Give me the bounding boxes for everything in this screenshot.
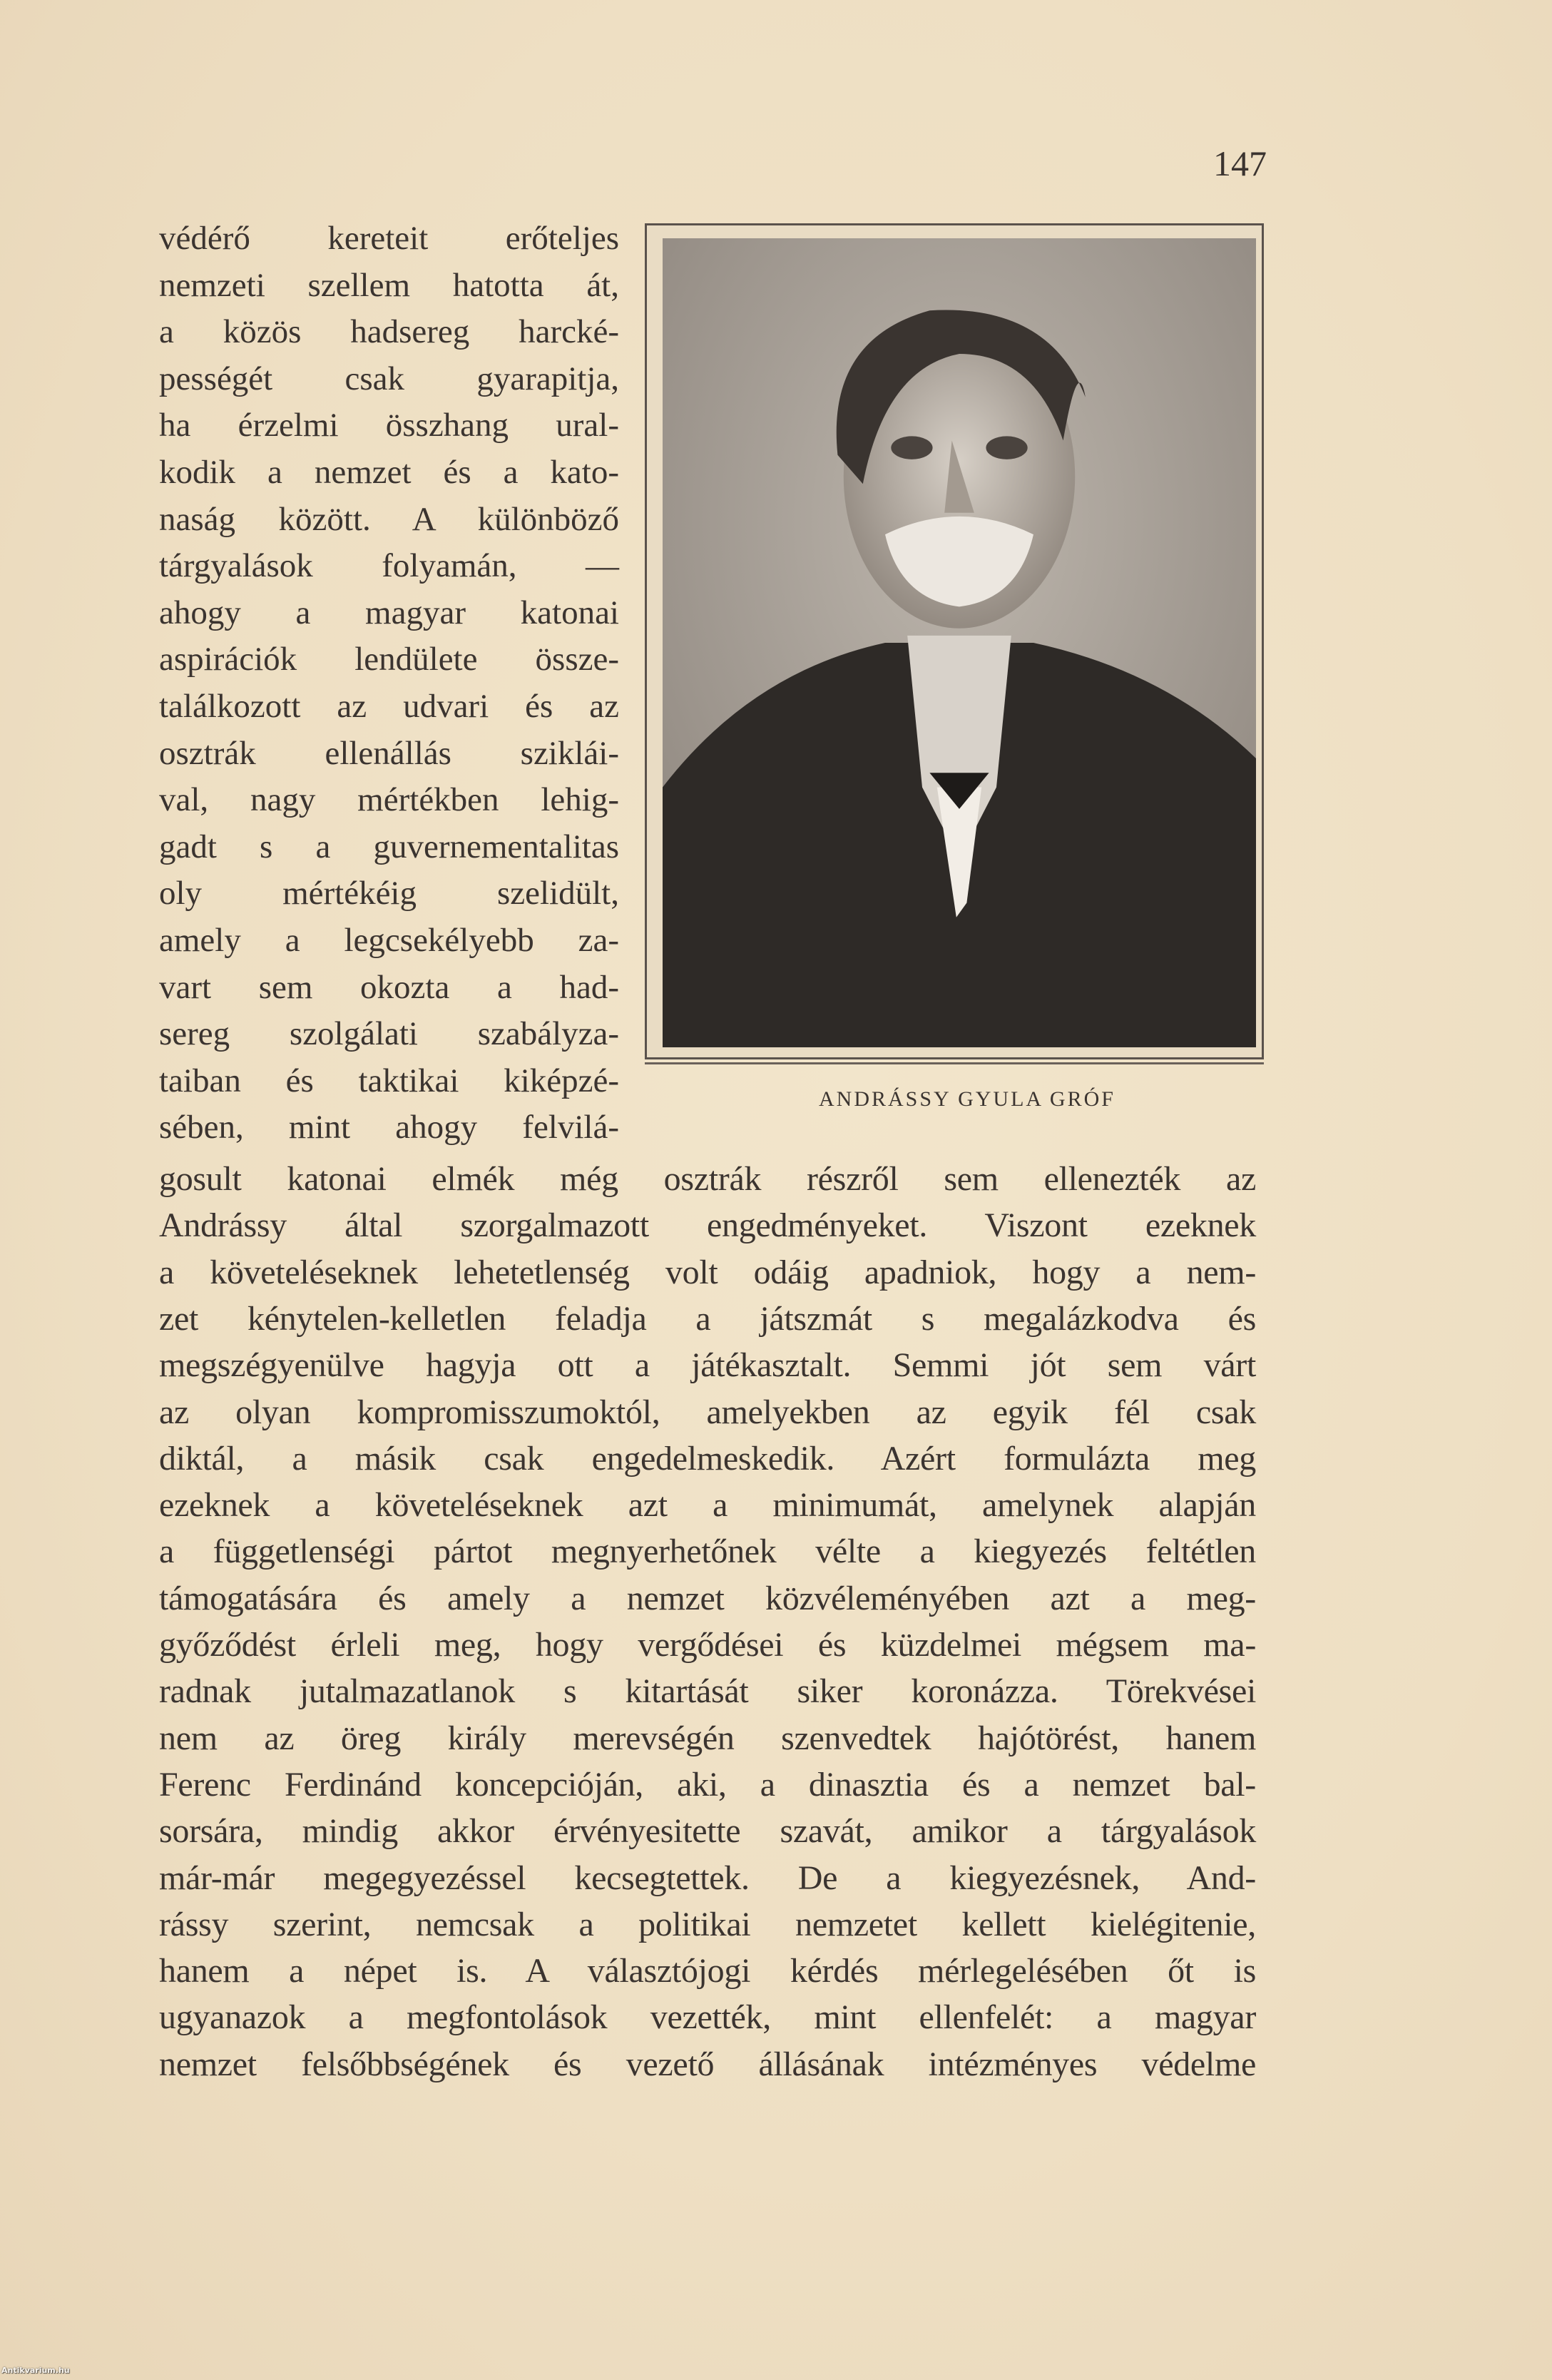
text-line: gosult katonai elmék még osztrák részről sem ellenezték az	[159, 1160, 1256, 1198]
text-line: megszégyenülve hagyja ott a játékasztalt. Semmi jót sem várt	[159, 1346, 1256, 1385]
text-line: támogatására és amely a nemzet közvéleményében azt a meg-	[159, 1579, 1256, 1617]
text-line: sében, mint ahogy felvilá-	[159, 1109, 619, 1146]
text-line: radnak jutalmazatlanok s kitartását siker koronázza. Törekvései	[159, 1672, 1256, 1711]
text-line: val, nagy mértékben lehig-	[159, 781, 619, 819]
text-line: tárgyalások folyamán, —	[159, 547, 619, 585]
page-number: 147	[1213, 143, 1267, 183]
text-line: hanem a népet is. A választójogi kérdés mérlegelésében őt is	[159, 1952, 1256, 1990]
text-line: oly mértékéig szelidült,	[159, 875, 619, 912]
text-line: kodik a nemzet és a kato-	[159, 454, 619, 491]
watermark: Antikvarium.hu	[1, 2366, 70, 2375]
text-line: diktál, a másik csak engedelmeskedik. Azért formulázta meg	[159, 1439, 1256, 1478]
text-line: Andrássy által szorgalmazott engedményeket. Viszont ezeknek	[159, 1206, 1256, 1245]
text-line: a közös hadsereg harcké-	[159, 313, 619, 351]
text-line: ugyanazok a megfontolások vezették, mint ellenfelét: a magyar	[159, 1998, 1256, 2037]
text-line: az olyan kompromisszumoktól, amelyekben az egyik fél csak	[159, 1393, 1256, 1431]
text-line: zet kénytelen-kelletlen feladja a játszmát s megalázkodva és	[159, 1299, 1256, 1338]
text-line: már-már megegyezéssel kecsegtettek. De a kiegyezésnek, And-	[159, 1858, 1256, 1897]
text-line: vart sem okozta a had-	[159, 968, 619, 1006]
text-line: a függetlenségi pártot megnyerhetőnek vélte a kiegyezés feltétlen	[159, 1532, 1256, 1571]
text-line: Ferenc Ferdinánd koncepcióján, aki, a dinasztia és a nemzet bal-	[159, 1765, 1256, 1804]
text-line: pességét csak gyarapitja,	[159, 360, 619, 397]
text-line: sereg szolgálati szabályza-	[159, 1015, 619, 1053]
text-line: nemzet felsőbbségének és vezető állásának intézményes védelme	[159, 2045, 1256, 2083]
text-line: ahogy a magyar katonai	[159, 594, 619, 631]
text-line: védérő kereteit erőteljes	[159, 220, 619, 257]
text-line: taiban és taktikai kiképzé-	[159, 1062, 619, 1099]
text-line: nem az öreg király merevségén szenvedtek hajótörést, hanem	[159, 1719, 1256, 1757]
text-line: ha érzelmi összhang ural-	[159, 407, 619, 444]
text-line: nemzeti szellem hatotta át,	[159, 266, 619, 304]
text-line: gadt s a guvernementalitas	[159, 828, 619, 865]
text-line: aspirációk lendülete össze-	[159, 641, 619, 678]
text-line: sorsára, mindig akkor érvényesitette szavát, amikor a tárgyalások	[159, 1812, 1256, 1851]
text-line: találkozott az udvari és az	[159, 688, 619, 725]
portrait-photo-frame	[645, 223, 1264, 1059]
text-line: amely a legcsekélyebb za-	[159, 922, 619, 959]
text-line: osztrák ellenállás sziklái-	[159, 734, 619, 772]
text-line: ezeknek a követeléseknek azt a minimumát, amelynek alapján	[159, 1486, 1256, 1525]
text-line: győződést érleli meg, hogy vergődései és küzdelmei mégsem ma-	[159, 1626, 1256, 1664]
portrait-photo	[663, 238, 1256, 1047]
photo-caption: ANDRÁSSY GYULA GRÓF	[819, 1087, 1116, 1111]
text-line: naság között. A különböző	[159, 500, 619, 538]
text-line: a követeléseknek lehetetlenség volt odáig apadniok, hogy a nem-	[159, 1253, 1256, 1291]
text-line: rássy szerint, nemcsak a politikai nemzetet kellett kielégitenie,	[159, 1905, 1256, 1943]
